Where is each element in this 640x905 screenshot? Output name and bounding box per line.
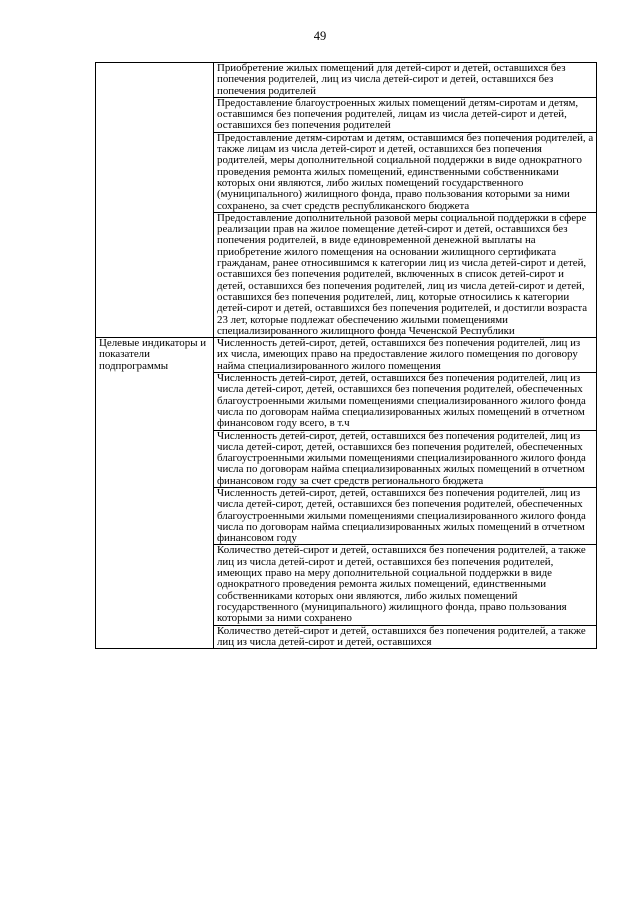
indicator-text: Количество детей-сирот и детей, оставшихся без попечения родителей, а также лиц из числа детей-сирот и детей, оставшихся bbox=[217, 624, 586, 648]
indicator-text: Численность детей-сирот, детей, оставшихся без попечения родителей, лиц из числа детей-сирот, детей, оставшихся без попечения родителей, обеспеченных благоустроенными жилыми помещениями специализированного жилого фонда числа по договорам найма специализированных жилых помещений в отчетном финансовом году за счет средств регионального бюджета bbox=[217, 429, 586, 487]
measure-text: Предоставление благоустроенных жилых помещений детям-сиротам и детям, оставшимся без попечения родителей, лицам из числа детей-сирот и детей, оставшихся без попечения родителей bbox=[217, 96, 579, 132]
table-row bbox=[96, 63, 597, 98]
table-cell bbox=[214, 338, 597, 373]
table-cell bbox=[214, 132, 597, 212]
indicator-text: Численность детей-сирот, детей, оставшихся без попечения родителей, лиц из их числа, имеющих право на предоставление жилого помещения по договору найма специализированного жилого помещения bbox=[217, 337, 581, 372]
page-number: 49 bbox=[313, 29, 327, 43]
row-label: Целевые индикаторы и показатели подпрограммы bbox=[99, 337, 207, 372]
measure-text: Приобретение жилых помещений для детей-сирот и детей, оставшихся без попечения родителей, лиц из числа детей-сирот и детей, оставшихся без попечения родителей bbox=[217, 62, 566, 97]
table-cell bbox=[214, 625, 597, 649]
program-table bbox=[95, 62, 597, 649]
row-label-cell bbox=[96, 338, 214, 649]
table-cell bbox=[214, 430, 597, 487]
table-cell bbox=[214, 63, 597, 98]
indicator-text: Количество детей-сирот и детей, оставшихся без попечения родителей, а также лиц из числа детей-сирот и детей, оставшихся без попечения родителей, имеющих право на меру дополнительной социальной поддержки в виде однократного проведения ремонта жилых помещений, единственными собственниками которых они являются, либо жилых помещений государственного (муниципального) жилищного фонда, право пользования которыми за ними сохранено bbox=[217, 544, 586, 625]
table-cell bbox=[214, 212, 597, 337]
indicator-text: Численность детей-сирот, детей, оставшихся без попечения родителей, лиц из числа детей-сирот, детей, оставшихся без попечения родителей, обеспеченных благоустроенными жилыми помещениями специализированного жилого фонда числа по договорам найма специализированных жилых помещений в отчетном финансовом году всего, в т.ч bbox=[217, 372, 586, 430]
table-cell bbox=[214, 487, 597, 544]
measure-text: Предоставление детям-сиротам и детям, оставшимся без попечения родителей, а также лицам из числа детей-сирот и детей, оставшихся без попечения родителей, меры дополнительной социальной поддержки в виде однократного проведения ремонта жилых помещений, единственными собственниками которых они являются, либо жилых помещений государственного (муниципального) жилищного фонда, право пользования которыми за ними сохранено, за счет средств республиканского бюджета bbox=[217, 131, 594, 212]
measure-text: Предоставление дополнительной разовой меры социальной поддержки в сфере реализации прав на жилое помещение детей-сирот и детей, оставшихся без попечения родителей, в виде единовременной денежной выплаты на приобретение жилого помещения на основании жилищного сертификата гражданам, ранее относившимся к категории лиц из числа детей-сирот и детей, оставшихся без попечения родителей, включенных в список детей-сирот и детей, оставшихся без попечения родителей, лиц из числа детей-сирот и детей, оставшихся без попечения родителей, лиц, которые относились к категории детей-сирот и детей, оставшихся без попечения родителей, и достигли возраста 23 лет, которые подлежат обеспечению жилыми помещениями специализированного жилищного фонда Чеченской Республики bbox=[217, 211, 588, 337]
table-cell bbox=[214, 97, 597, 132]
row-label-cell bbox=[96, 63, 214, 338]
table-cell bbox=[214, 373, 597, 430]
table-row bbox=[96, 338, 597, 373]
indicator-text: Численность детей-сирот, детей, оставшихся без попечения родителей, лиц из числа детей-сирот, детей, оставшихся без попечения родителей, обеспеченных благоустроенными жилыми помещениями специализированного жилого фонда числа по договорам найма специализированных жилых помещений в отчетном финансовом году bbox=[217, 486, 586, 545]
table-cell bbox=[214, 545, 597, 625]
